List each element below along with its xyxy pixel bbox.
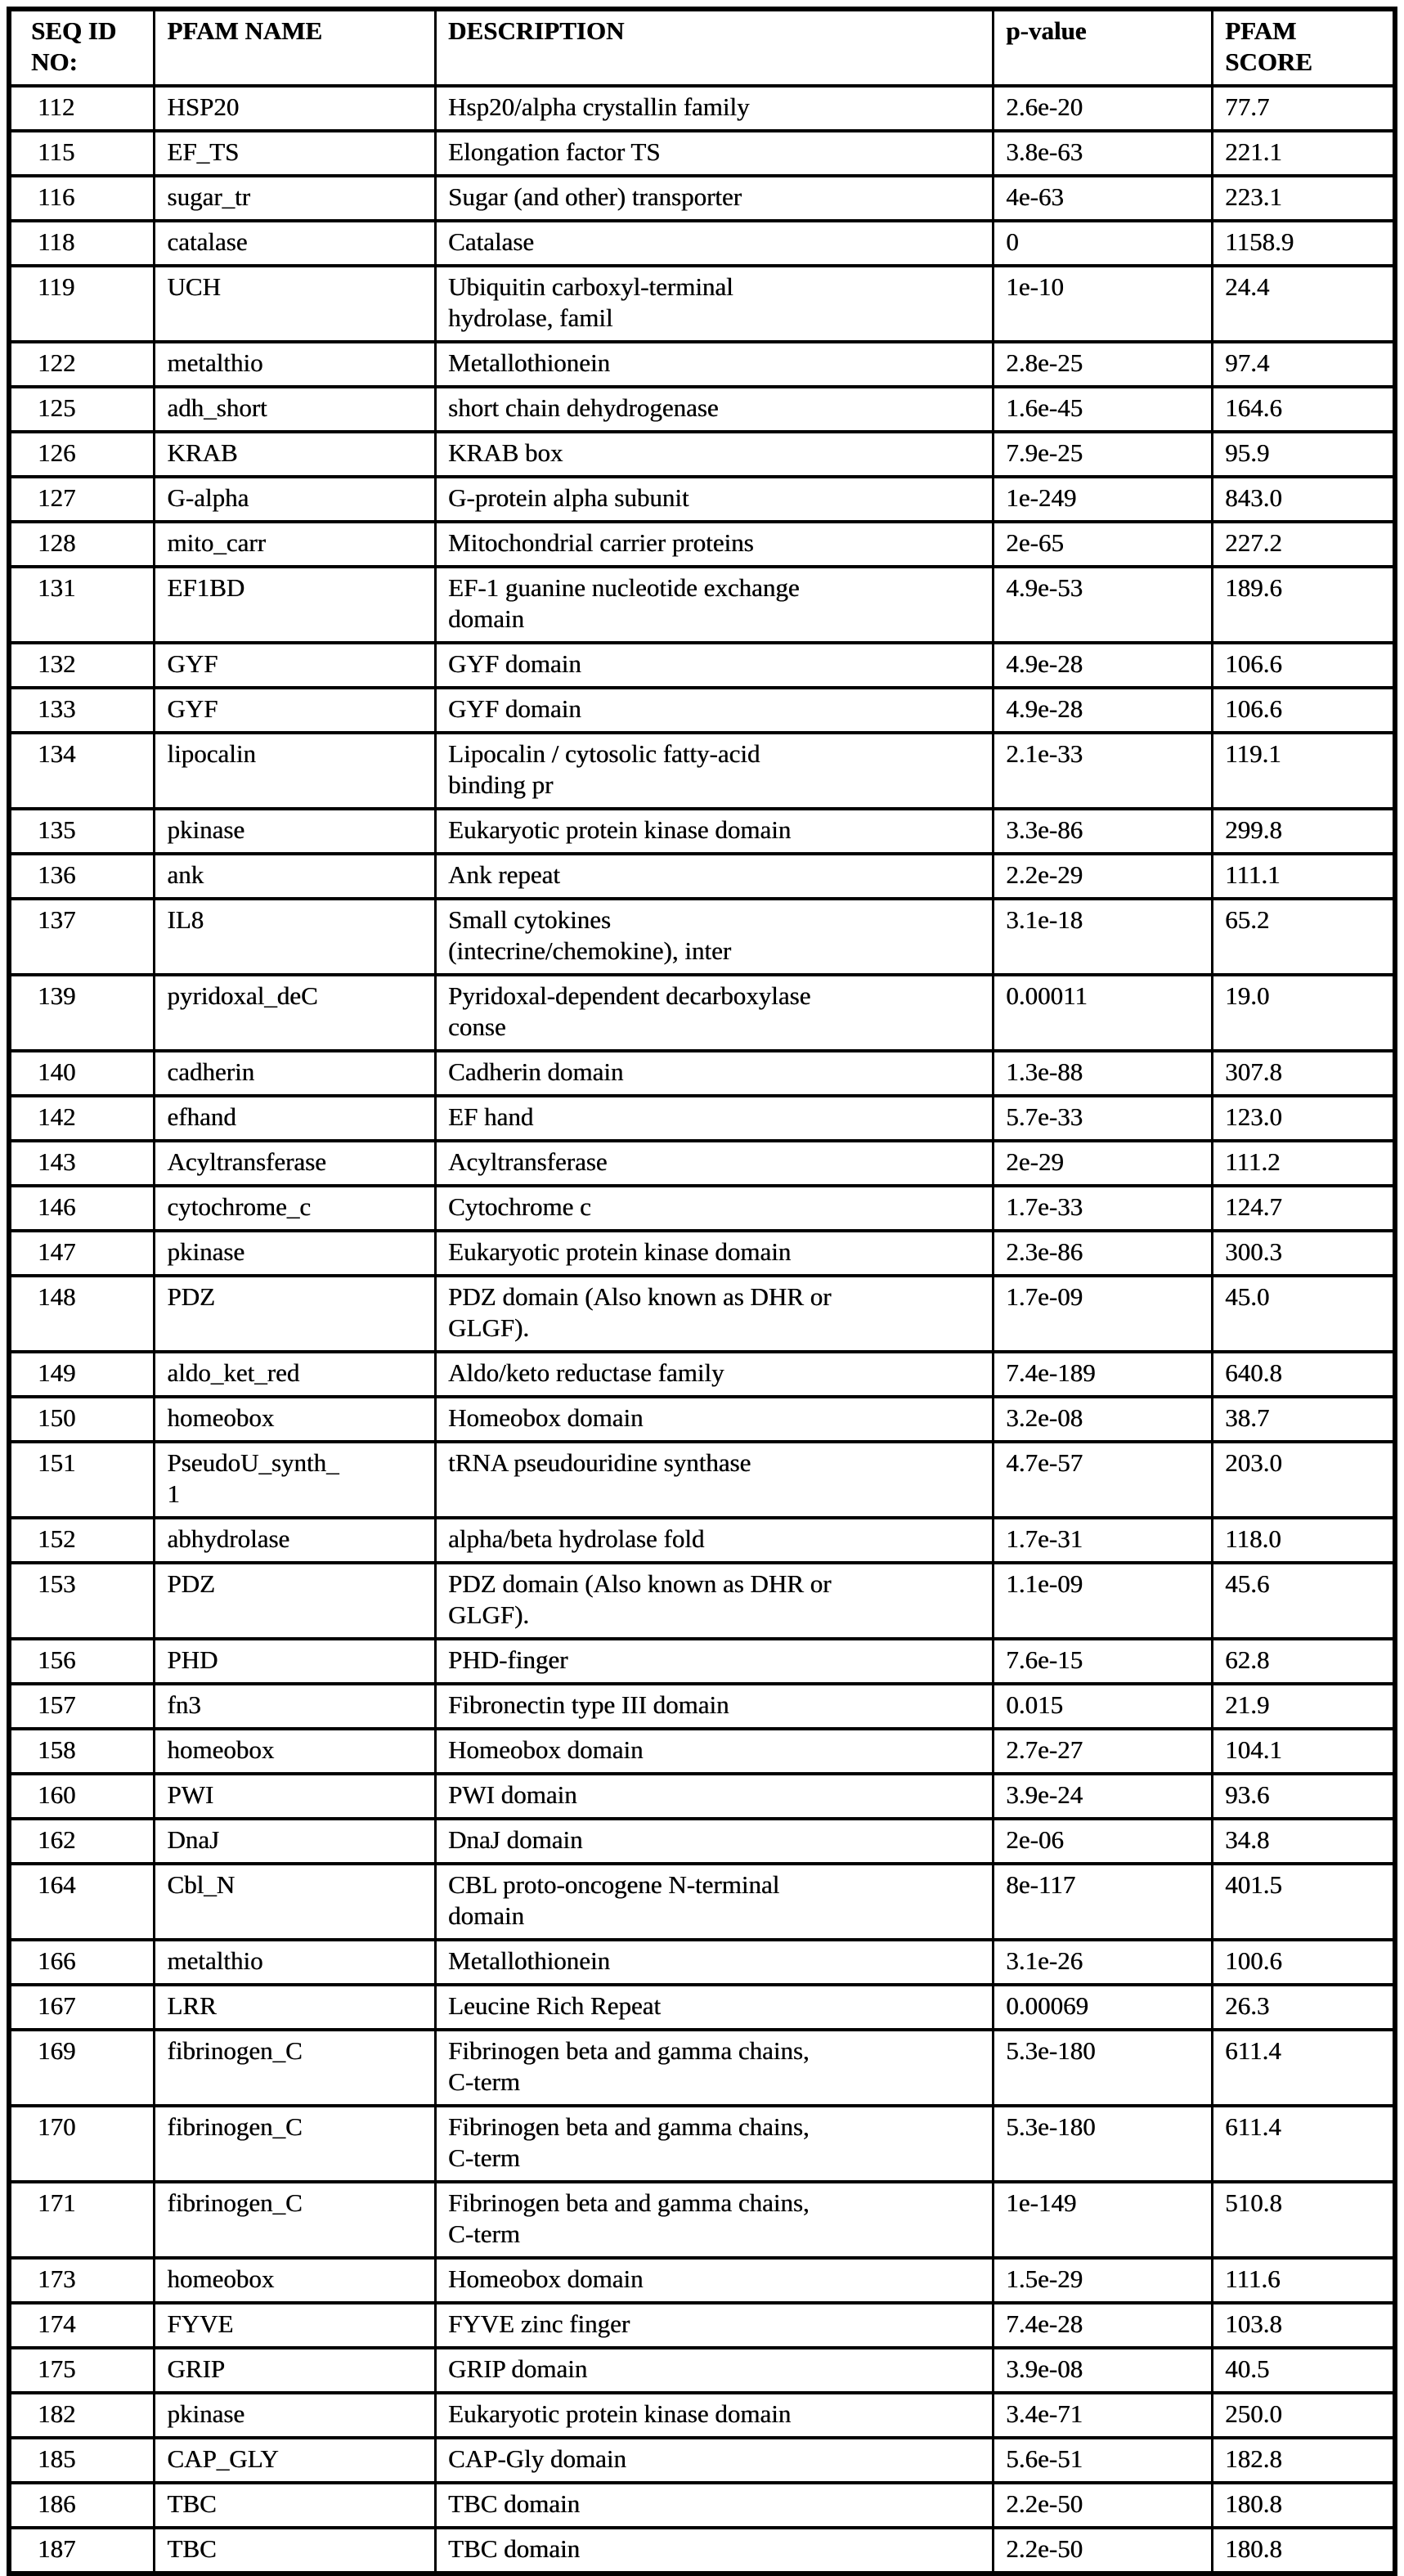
- table-row: [9, 477, 1395, 522]
- description-cell: Homeobox domain: [436, 2258, 994, 2303]
- p-value-cell: 0: [994, 221, 1213, 266]
- seq-id-cell: 164: [9, 1864, 155, 1940]
- p-value-cell: 2.2e-29: [994, 854, 1213, 899]
- p-value-cell: 0.015: [994, 1684, 1213, 1729]
- seq-id-cell: 169: [9, 2030, 155, 2106]
- column-header-seq-id: SEQ ID NO:: [9, 9, 155, 86]
- p-value-cell: 1.7e-33: [994, 1186, 1213, 1231]
- pfam-name-cell: homeobox: [155, 1397, 436, 1442]
- p-value-cell: 1e-10: [994, 266, 1213, 342]
- pfam-score-cell: 611.4: [1213, 2106, 1395, 2182]
- seq-id-cell: 131: [9, 567, 155, 643]
- seq-id-cell: 142: [9, 1096, 155, 1141]
- pfam-score-cell: 45.6: [1213, 1563, 1395, 1639]
- pfam-score-cell: 111.6: [1213, 2258, 1395, 2303]
- pfam-name-cell: pyridoxal_deC: [155, 975, 436, 1051]
- p-value-cell: 7.9e-25: [994, 432, 1213, 477]
- table-row: [9, 1442, 1395, 1518]
- pfam-name-cell: TBC: [155, 2483, 436, 2528]
- description-cell: TBC domain: [436, 2483, 994, 2528]
- seq-id-cell: 157: [9, 1684, 155, 1729]
- pfam-score-cell: 34.8: [1213, 1819, 1395, 1864]
- pfam-score-cell: 26.3: [1213, 1985, 1395, 2030]
- description-cell: Fibronectin type III domain: [436, 1684, 994, 1729]
- seq-id-cell: 116: [9, 176, 155, 221]
- pfam-name-cell: homeobox: [155, 1729, 436, 1774]
- p-value-cell: 8e-117: [994, 1864, 1213, 1940]
- pfam-name-cell: metalthio: [155, 342, 436, 387]
- table-row: [9, 854, 1395, 899]
- pfam-score-cell: 611.4: [1213, 2030, 1395, 2106]
- pfam-score-cell: 65.2: [1213, 899, 1395, 975]
- pfam-score-cell: 77.7: [1213, 86, 1395, 131]
- pfam-name-cell: LRR: [155, 1985, 436, 2030]
- pfam-score-cell: 106.6: [1213, 643, 1395, 688]
- p-value-cell: 7.6e-15: [994, 1639, 1213, 1684]
- pfam-name-cell: lipocalin: [155, 733, 436, 809]
- pfam-score-cell: 118.0: [1213, 1518, 1395, 1563]
- table-row: [9, 1819, 1395, 1864]
- seq-id-cell: 162: [9, 1819, 155, 1864]
- table-row: [9, 2483, 1395, 2528]
- description-cell: Fibrinogen beta and gamma chains, C-term: [436, 2182, 994, 2258]
- seq-id-cell: 119: [9, 266, 155, 342]
- description-cell: Mitochondrial carrier proteins: [436, 522, 994, 567]
- pfam-score-cell: 21.9: [1213, 1684, 1395, 1729]
- pfam-name-cell: mito_carr: [155, 522, 436, 567]
- table-row: [9, 2258, 1395, 2303]
- pfam-name-cell: aldo_ket_red: [155, 1352, 436, 1397]
- pfam-score-cell: 106.6: [1213, 688, 1395, 733]
- table-row: [9, 1518, 1395, 1563]
- pfam-name-cell: abhydrolase: [155, 1518, 436, 1563]
- table-body: [9, 86, 1395, 2574]
- table-row: [9, 221, 1395, 266]
- description-cell: Sugar (and other) transporter: [436, 176, 994, 221]
- p-value-cell: 4.9e-53: [994, 567, 1213, 643]
- table-row: [9, 1186, 1395, 1231]
- table-row: [9, 387, 1395, 432]
- seq-id-cell: 118: [9, 221, 155, 266]
- seq-id-cell: 134: [9, 733, 155, 809]
- seq-id-cell: 160: [9, 1774, 155, 1819]
- seq-id-cell: 186: [9, 2483, 155, 2528]
- seq-id-cell: 151: [9, 1442, 155, 1518]
- p-value-cell: 2.1e-33: [994, 733, 1213, 809]
- table-row: [9, 1729, 1395, 1774]
- pfam-name-cell: metalthio: [155, 1940, 436, 1985]
- description-cell: Homeobox domain: [436, 1397, 994, 1442]
- p-value-cell: 1.1e-09: [994, 1563, 1213, 1639]
- pfam-score-cell: 180.8: [1213, 2528, 1395, 2574]
- pfam-name-cell: Cbl_N: [155, 1864, 436, 1940]
- table-row: [9, 1684, 1395, 1729]
- table-row: [9, 1639, 1395, 1684]
- seq-id-cell: 147: [9, 1231, 155, 1276]
- pfam-name-cell: ank: [155, 854, 436, 899]
- pfam-score-cell: 223.1: [1213, 176, 1395, 221]
- description-cell: Fibrinogen beta and gamma chains, C-term: [436, 2030, 994, 2106]
- description-cell: Metallothionein: [436, 342, 994, 387]
- pfam-name-cell: fibrinogen_C: [155, 2106, 436, 2182]
- seq-id-cell: 149: [9, 1352, 155, 1397]
- header-row: [9, 9, 1395, 86]
- pfam-score-cell: 180.8: [1213, 2483, 1395, 2528]
- pfam-score-cell: 97.4: [1213, 342, 1395, 387]
- pfam-score-cell: 510.8: [1213, 2182, 1395, 2258]
- column-header-description: DESCRIPTION: [436, 9, 994, 86]
- table-row: [9, 567, 1395, 643]
- description-cell: short chain dehydrogenase: [436, 387, 994, 432]
- seq-id-cell: 133: [9, 688, 155, 733]
- column-header-p-value: p-value: [994, 9, 1213, 86]
- pfam-score-cell: 203.0: [1213, 1442, 1395, 1518]
- description-cell: EF-1 guanine nucleotide exchange domain: [436, 567, 994, 643]
- table-row: [9, 1864, 1395, 1940]
- pfam-name-cell: GRIP: [155, 2348, 436, 2393]
- table-row: [9, 1141, 1395, 1186]
- table-row: [9, 1563, 1395, 1639]
- p-value-cell: 2e-65: [994, 522, 1213, 567]
- p-value-cell: 0.00011: [994, 975, 1213, 1051]
- p-value-cell: 3.8e-63: [994, 131, 1213, 176]
- table-row: [9, 1774, 1395, 1819]
- table-row: [9, 1231, 1395, 1276]
- description-cell: KRAB box: [436, 432, 994, 477]
- pfam-name-cell: EF_TS: [155, 131, 436, 176]
- pfam-name-cell: PDZ: [155, 1563, 436, 1639]
- table-row: [9, 1985, 1395, 2030]
- pfam-score-cell: 119.1: [1213, 733, 1395, 809]
- table-row: [9, 688, 1395, 733]
- table-row: [9, 2182, 1395, 2258]
- seq-id-cell: 135: [9, 809, 155, 854]
- table-row: [9, 131, 1395, 176]
- pfam-name-cell: PseudoU_synth_ 1: [155, 1442, 436, 1518]
- pfam-name-cell: PWI: [155, 1774, 436, 1819]
- seq-id-cell: 174: [9, 2303, 155, 2348]
- description-cell: Elongation factor TS: [436, 131, 994, 176]
- pfam-score-cell: 93.6: [1213, 1774, 1395, 1819]
- seq-id-cell: 140: [9, 1051, 155, 1096]
- pfam-name-cell: IL8: [155, 899, 436, 975]
- pfam-results-table: [7, 7, 1397, 2576]
- description-cell: Eukaryotic protein kinase domain: [436, 1231, 994, 1276]
- description-cell: Fibrinogen beta and gamma chains, C-term: [436, 2106, 994, 2182]
- table-row: [9, 2348, 1395, 2393]
- table-row: [9, 1276, 1395, 1352]
- table-row: [9, 176, 1395, 221]
- p-value-cell: 2.2e-50: [994, 2528, 1213, 2574]
- description-cell: G-protein alpha subunit: [436, 477, 994, 522]
- p-value-cell: 3.1e-26: [994, 1940, 1213, 1985]
- description-cell: Catalase: [436, 221, 994, 266]
- description-cell: GYF domain: [436, 688, 994, 733]
- pfam-score-cell: 401.5: [1213, 1864, 1395, 1940]
- seq-id-cell: 182: [9, 2393, 155, 2438]
- description-cell: Ubiquitin carboxyl-terminal hydrolase, famil: [436, 266, 994, 342]
- description-cell: Metallothionein: [436, 1940, 994, 1985]
- p-value-cell: 1.7e-09: [994, 1276, 1213, 1352]
- pfam-score-cell: 164.6: [1213, 387, 1395, 432]
- table-row: [9, 432, 1395, 477]
- pfam-name-cell: GYF: [155, 688, 436, 733]
- pfam-score-cell: 40.5: [1213, 2348, 1395, 2393]
- table-row: [9, 643, 1395, 688]
- pfam-name-cell: FYVE: [155, 2303, 436, 2348]
- p-value-cell: 4e-63: [994, 176, 1213, 221]
- description-cell: GYF domain: [436, 643, 994, 688]
- description-cell: EF hand: [436, 1096, 994, 1141]
- seq-id-cell: 126: [9, 432, 155, 477]
- pfam-name-cell: EF1BD: [155, 567, 436, 643]
- description-cell: Aldo/keto reductase family: [436, 1352, 994, 1397]
- pfam-name-cell: pkinase: [155, 809, 436, 854]
- p-value-cell: 1e-249: [994, 477, 1213, 522]
- p-value-cell: 2.7e-27: [994, 1729, 1213, 1774]
- pfam-name-cell: cytochrome_c: [155, 1186, 436, 1231]
- description-cell: Eukaryotic protein kinase domain: [436, 809, 994, 854]
- table-row: [9, 1940, 1395, 1985]
- seq-id-cell: 122: [9, 342, 155, 387]
- table-row: [9, 342, 1395, 387]
- description-cell: Pyridoxal-dependent decarboxylase conse: [436, 975, 994, 1051]
- table-row: [9, 2106, 1395, 2182]
- seq-id-cell: 175: [9, 2348, 155, 2393]
- table-row: [9, 2528, 1395, 2574]
- pfam-score-cell: 1158.9: [1213, 221, 1395, 266]
- p-value-cell: 2.6e-20: [994, 86, 1213, 131]
- pfam-name-cell: sugar_tr: [155, 176, 436, 221]
- seq-id-cell: 127: [9, 477, 155, 522]
- description-cell: DnaJ domain: [436, 1819, 994, 1864]
- table-row: [9, 2438, 1395, 2483]
- pfam-score-cell: 111.2: [1213, 1141, 1395, 1186]
- seq-id-cell: 185: [9, 2438, 155, 2483]
- seq-id-cell: 153: [9, 1563, 155, 1639]
- table-row: [9, 2393, 1395, 2438]
- pfam-score-cell: 95.9: [1213, 432, 1395, 477]
- pfam-name-cell: TBC: [155, 2528, 436, 2574]
- p-value-cell: 3.9e-08: [994, 2348, 1213, 2393]
- table-row: [9, 1051, 1395, 1096]
- p-value-cell: 4.7e-57: [994, 1442, 1213, 1518]
- pfam-score-cell: 221.1: [1213, 131, 1395, 176]
- table-row: [9, 975, 1395, 1051]
- column-header-pfam-score: PFAM SCORE: [1213, 9, 1395, 86]
- p-value-cell: 7.4e-28: [994, 2303, 1213, 2348]
- pfam-score-cell: 24.4: [1213, 266, 1395, 342]
- description-cell: Homeobox domain: [436, 1729, 994, 1774]
- pfam-score-cell: 103.8: [1213, 2303, 1395, 2348]
- description-cell: PDZ domain (Also known as DHR or GLGF).: [436, 1276, 994, 1352]
- table-row: [9, 1096, 1395, 1141]
- seq-id-cell: 187: [9, 2528, 155, 2574]
- seq-id-cell: 167: [9, 1985, 155, 2030]
- p-value-cell: 2e-06: [994, 1819, 1213, 1864]
- p-value-cell: 2.8e-25: [994, 342, 1213, 387]
- description-cell: Small cytokines (intecrine/chemokine), inter: [436, 899, 994, 975]
- description-cell: tRNA pseudouridine synthase: [436, 1442, 994, 1518]
- description-cell: TBC domain: [436, 2528, 994, 2574]
- seq-id-cell: 148: [9, 1276, 155, 1352]
- pfam-name-cell: KRAB: [155, 432, 436, 477]
- seq-id-cell: 132: [9, 643, 155, 688]
- p-value-cell: 0.00069: [994, 1985, 1213, 2030]
- p-value-cell: 2.2e-50: [994, 2483, 1213, 2528]
- p-value-cell: 2e-29: [994, 1141, 1213, 1186]
- p-value-cell: 1.5e-29: [994, 2258, 1213, 2303]
- p-value-cell: 1.3e-88: [994, 1051, 1213, 1096]
- pfam-name-cell: homeobox: [155, 2258, 436, 2303]
- pfam-score-cell: 640.8: [1213, 1352, 1395, 1397]
- seq-id-cell: 166: [9, 1940, 155, 1985]
- p-value-cell: 3.1e-18: [994, 899, 1213, 975]
- p-value-cell: 4.9e-28: [994, 643, 1213, 688]
- seq-id-cell: 115: [9, 131, 155, 176]
- pfam-name-cell: UCH: [155, 266, 436, 342]
- pfam-score-cell: 111.1: [1213, 854, 1395, 899]
- p-value-cell: 1.7e-31: [994, 1518, 1213, 1563]
- pfam-name-cell: Acyltransferase: [155, 1141, 436, 1186]
- description-cell: PHD-finger: [436, 1639, 994, 1684]
- pfam-name-cell: fibrinogen_C: [155, 2182, 436, 2258]
- description-cell: Hsp20/alpha crystallin family: [436, 86, 994, 131]
- description-cell: Cadherin domain: [436, 1051, 994, 1096]
- table-row: [9, 809, 1395, 854]
- pfam-score-cell: 124.7: [1213, 1186, 1395, 1231]
- pfam-score-cell: 227.2: [1213, 522, 1395, 567]
- description-cell: alpha/beta hydrolase fold: [436, 1518, 994, 1563]
- pfam-score-cell: 307.8: [1213, 1051, 1395, 1096]
- table-row: [9, 266, 1395, 342]
- seq-id-cell: 137: [9, 899, 155, 975]
- pfam-score-cell: 38.7: [1213, 1397, 1395, 1442]
- seq-id-cell: 143: [9, 1141, 155, 1186]
- seq-id-cell: 158: [9, 1729, 155, 1774]
- p-value-cell: 3.4e-71: [994, 2393, 1213, 2438]
- pfam-score-cell: 843.0: [1213, 477, 1395, 522]
- table-row: [9, 2303, 1395, 2348]
- p-value-cell: 5.3e-180: [994, 2030, 1213, 2106]
- table-row: [9, 733, 1395, 809]
- p-value-cell: 3.3e-86: [994, 809, 1213, 854]
- pfam-name-cell: pkinase: [155, 1231, 436, 1276]
- description-cell: PWI domain: [436, 1774, 994, 1819]
- p-value-cell: 5.6e-51: [994, 2438, 1213, 2483]
- description-cell: CBL proto-oncogene N-terminal domain: [436, 1864, 994, 1940]
- p-value-cell: 7.4e-189: [994, 1352, 1213, 1397]
- pfam-name-cell: CAP_GLY: [155, 2438, 436, 2483]
- seq-id-cell: 170: [9, 2106, 155, 2182]
- pfam-score-cell: 123.0: [1213, 1096, 1395, 1141]
- pfam-name-cell: GYF: [155, 643, 436, 688]
- description-cell: Ank repeat: [436, 854, 994, 899]
- p-value-cell: 2.3e-86: [994, 1231, 1213, 1276]
- seq-id-cell: 150: [9, 1397, 155, 1442]
- column-header-pfam-name: PFAM NAME: [155, 9, 436, 86]
- p-value-cell: 3.2e-08: [994, 1397, 1213, 1442]
- description-cell: PDZ domain (Also known as DHR or GLGF).: [436, 1563, 994, 1639]
- seq-id-cell: 136: [9, 854, 155, 899]
- pfam-score-cell: 45.0: [1213, 1276, 1395, 1352]
- pfam-name-cell: fibrinogen_C: [155, 2030, 436, 2106]
- pfam-score-cell: 104.1: [1213, 1729, 1395, 1774]
- seq-id-cell: 139: [9, 975, 155, 1051]
- pfam-name-cell: PDZ: [155, 1276, 436, 1352]
- pfam-name-cell: PHD: [155, 1639, 436, 1684]
- pfam-score-cell: 62.8: [1213, 1639, 1395, 1684]
- table-row: [9, 86, 1395, 131]
- seq-id-cell: 156: [9, 1639, 155, 1684]
- p-value-cell: 5.7e-33: [994, 1096, 1213, 1141]
- pfam-score-cell: 300.3: [1213, 1231, 1395, 1276]
- pfam-name-cell: pkinase: [155, 2393, 436, 2438]
- pfam-score-cell: 182.8: [1213, 2438, 1395, 2483]
- pfam-name-cell: efhand: [155, 1096, 436, 1141]
- description-cell: CAP-Gly domain: [436, 2438, 994, 2483]
- seq-id-cell: 146: [9, 1186, 155, 1231]
- table-row: [9, 2030, 1395, 2106]
- pfam-name-cell: adh_short: [155, 387, 436, 432]
- seq-id-cell: 152: [9, 1518, 155, 1563]
- description-cell: Lipocalin / cytosolic fatty-acid binding pr: [436, 733, 994, 809]
- seq-id-cell: 171: [9, 2182, 155, 2258]
- p-value-cell: 1e-149: [994, 2182, 1213, 2258]
- table-row: [9, 1397, 1395, 1442]
- p-value-cell: 4.9e-28: [994, 688, 1213, 733]
- pfam-name-cell: HSP20: [155, 86, 436, 131]
- p-value-cell: 5.3e-180: [994, 2106, 1213, 2182]
- pfam-score-cell: 100.6: [1213, 1940, 1395, 1985]
- description-cell: Leucine Rich Repeat: [436, 1985, 994, 2030]
- table-row: [9, 1352, 1395, 1397]
- p-value-cell: 3.9e-24: [994, 1774, 1213, 1819]
- p-value-cell: 1.6e-45: [994, 387, 1213, 432]
- pfam-name-cell: G-alpha: [155, 477, 436, 522]
- table-row: [9, 899, 1395, 975]
- seq-id-cell: 112: [9, 86, 155, 131]
- description-cell: FYVE zinc finger: [436, 2303, 994, 2348]
- description-cell: Eukaryotic protein kinase domain: [436, 2393, 994, 2438]
- seq-id-cell: 128: [9, 522, 155, 567]
- seq-id-cell: 173: [9, 2258, 155, 2303]
- pfam-score-cell: 299.8: [1213, 809, 1395, 854]
- pfam-name-cell: DnaJ: [155, 1819, 436, 1864]
- pfam-score-cell: 19.0: [1213, 975, 1395, 1051]
- table-row: [9, 522, 1395, 567]
- description-cell: Cytochrome c: [436, 1186, 994, 1231]
- pfam-name-cell: catalase: [155, 221, 436, 266]
- pfam-name-cell: cadherin: [155, 1051, 436, 1096]
- pfam-score-cell: 189.6: [1213, 567, 1395, 643]
- description-cell: GRIP domain: [436, 2348, 994, 2393]
- description-cell: Acyltransferase: [436, 1141, 994, 1186]
- seq-id-cell: 125: [9, 387, 155, 432]
- pfam-score-cell: 250.0: [1213, 2393, 1395, 2438]
- pfam-name-cell: fn3: [155, 1684, 436, 1729]
